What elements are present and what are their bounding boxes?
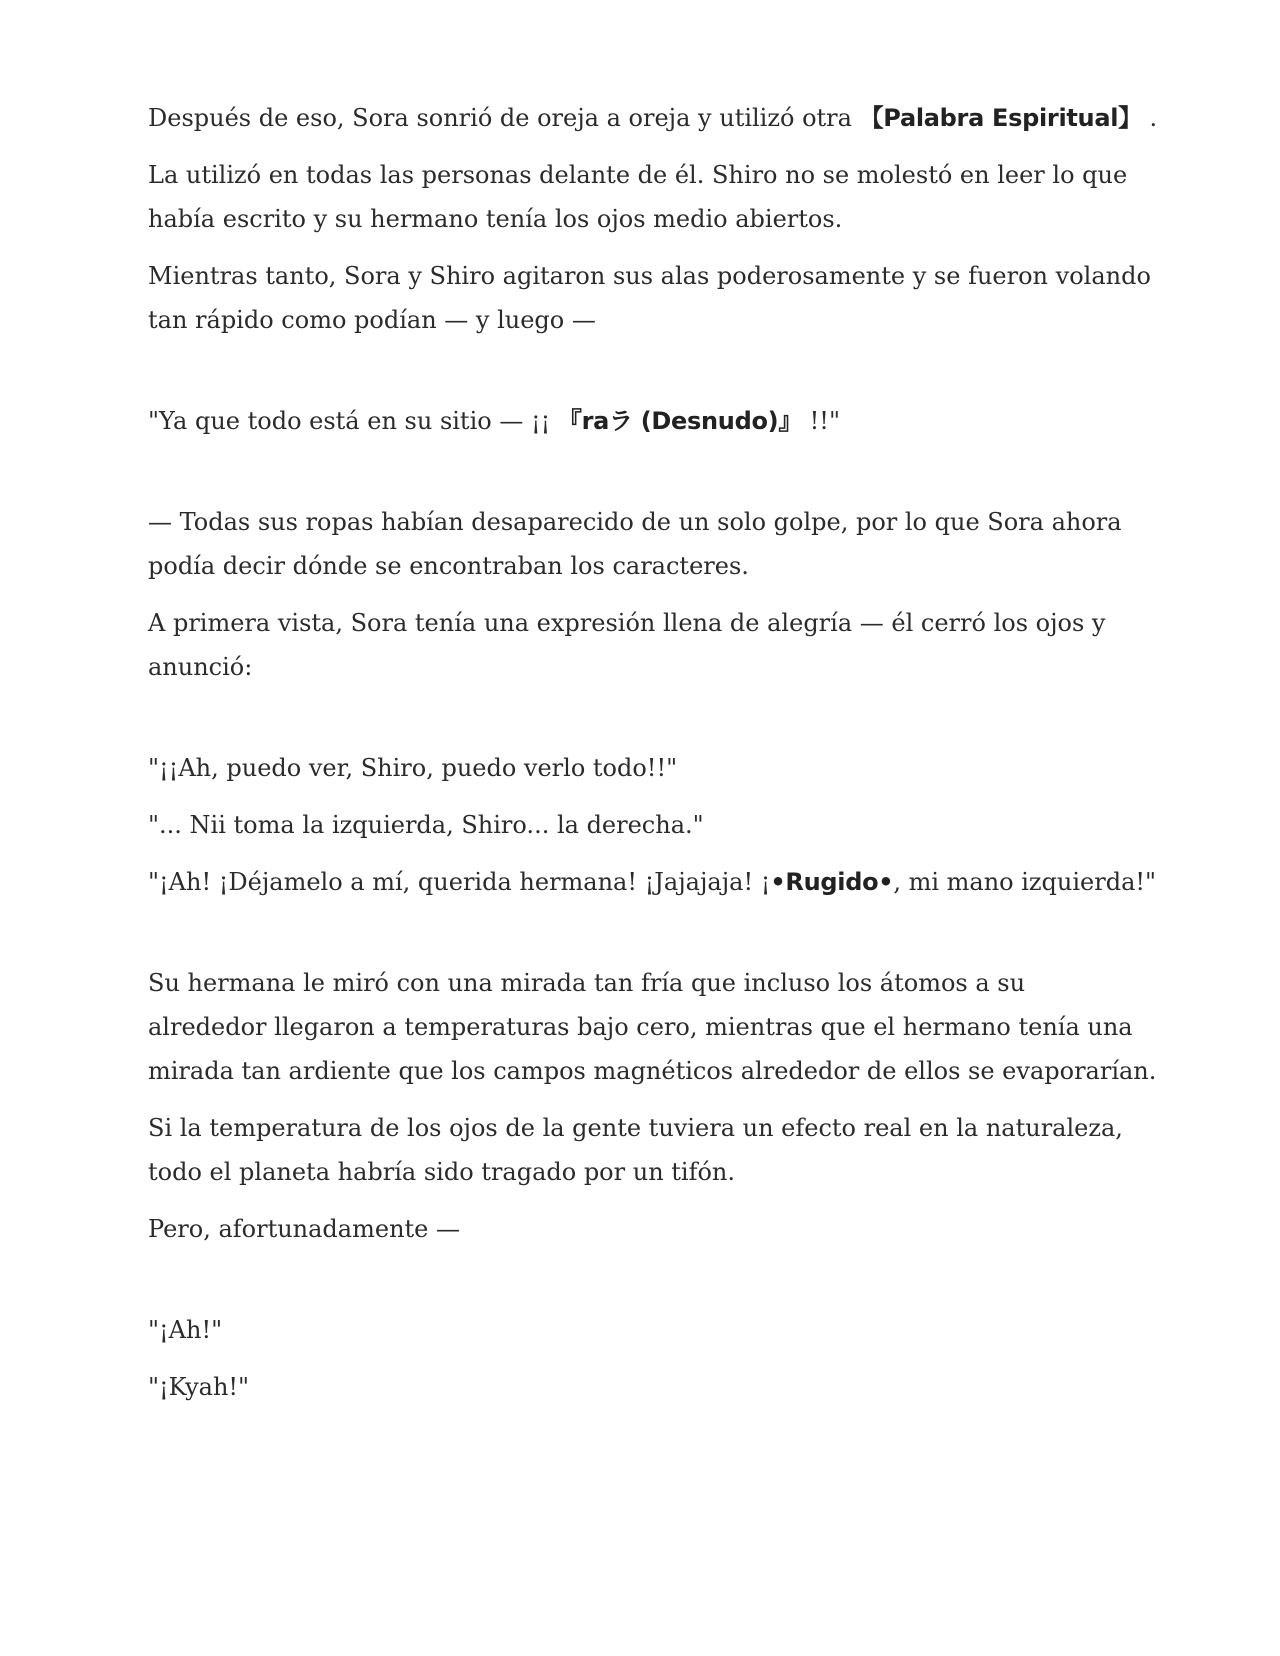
paragraph-5-line-1: — Todas sus ropas habían desaparecido de un solo golpe, por lo que Sora ahora [148, 508, 1122, 536]
spacer [148, 355, 1148, 399]
paragraph-5-line-2: podía decir dónde se encontraban los caracteres. [148, 552, 749, 580]
roar-term: •Rugido• [770, 868, 894, 896]
dialogue-kyah: "¡Kyah!" [148, 1373, 250, 1401]
spirit-word-term: 【Palabra Espiritual】 [859, 104, 1142, 132]
dialogue-naked-text: "Ya que todo está en su sitio — ¡¡ [148, 407, 558, 435]
paragraph-3 [148, 254, 1151, 342]
paragraph-3-line-2: tan rápido como podían — y luego — [148, 306, 596, 334]
paragraph-6 [148, 601, 1148, 689]
paragraph-3-line-1: Mientras tanto, Sora y Shiro agitaron sus alas poderosamente y se fueron volando [148, 262, 1151, 290]
spacer [148, 456, 1148, 500]
paragraph-1-text: Después de eso, Sora sonrió de oreja a oreja y utilizó otra [148, 104, 860, 132]
dialogue-see-all: "¡¡Ah, puedo ver, Shiro, puedo verlo todo!!" [148, 754, 678, 782]
dialogue-naked-end: !!" [802, 407, 840, 435]
paragraph-10-line-2: alrededor llegaron a temperaturas bajo cero, mientras que el hermano tenía una [148, 1013, 1133, 1041]
paragraph-11-line-2: todo el planeta habría sido tragado por un tifón. [148, 1158, 736, 1186]
dialogue-roar [148, 860, 1157, 904]
paragraph-2-line-1: La utilizó en todas las personas delante de él. Shiro no se molestó en leer lo que [148, 161, 1128, 189]
paragraph-6-line-1: A primera vista, Sora tenía una expresión llena de alegría — él cerró los ojos y [148, 609, 1106, 637]
naked-word-term: 『raラ (Desnudo)』 [557, 407, 803, 435]
paragraph-12: Pero, afortunadamente — [148, 1215, 460, 1243]
document-page [148, 96, 1158, 1422]
paragraph-1-end: . [1141, 104, 1158, 132]
paragraph-11 [148, 1106, 1148, 1194]
paragraph-2 [148, 153, 1148, 241]
spacer [148, 702, 1148, 746]
paragraph-11-line-1: Si la temperatura de los ojos de la gente tuviera un efecto real en la naturaleza, [148, 1114, 1123, 1142]
paragraph-2-line-2: había escrito y su hermano tenía los ojos medio abiertos. [148, 205, 843, 233]
dialogue-roar-end: , mi mano izquierda!" [893, 868, 1157, 896]
paragraph-5 [148, 500, 1148, 588]
paragraph-6-line-2: anunció: [148, 653, 253, 681]
spacer [148, 917, 1148, 961]
paragraph-10 [148, 961, 1157, 1093]
dialogue-ah: "¡Ah!" [148, 1316, 223, 1344]
paragraph-10-line-3: mirada tan ardiente que los campos magnéticos alrededor de ellos se evaporarían. [148, 1057, 1157, 1085]
dialogue-naked [148, 399, 1148, 443]
paragraph-1 [148, 96, 1158, 140]
paragraph-10-line-1: Su hermana le miró con una mirada tan fría que incluso los átomos a su [148, 969, 1026, 997]
spacer [148, 1264, 1148, 1308]
dialogue-roar-text: "¡Ah! ¡Déjamelo a mí, querida hermana! ¡Jajajaja! ¡ [148, 868, 771, 896]
dialogue-left-right: "... Nii toma la izquierda, Shiro... la derecha." [148, 811, 704, 839]
